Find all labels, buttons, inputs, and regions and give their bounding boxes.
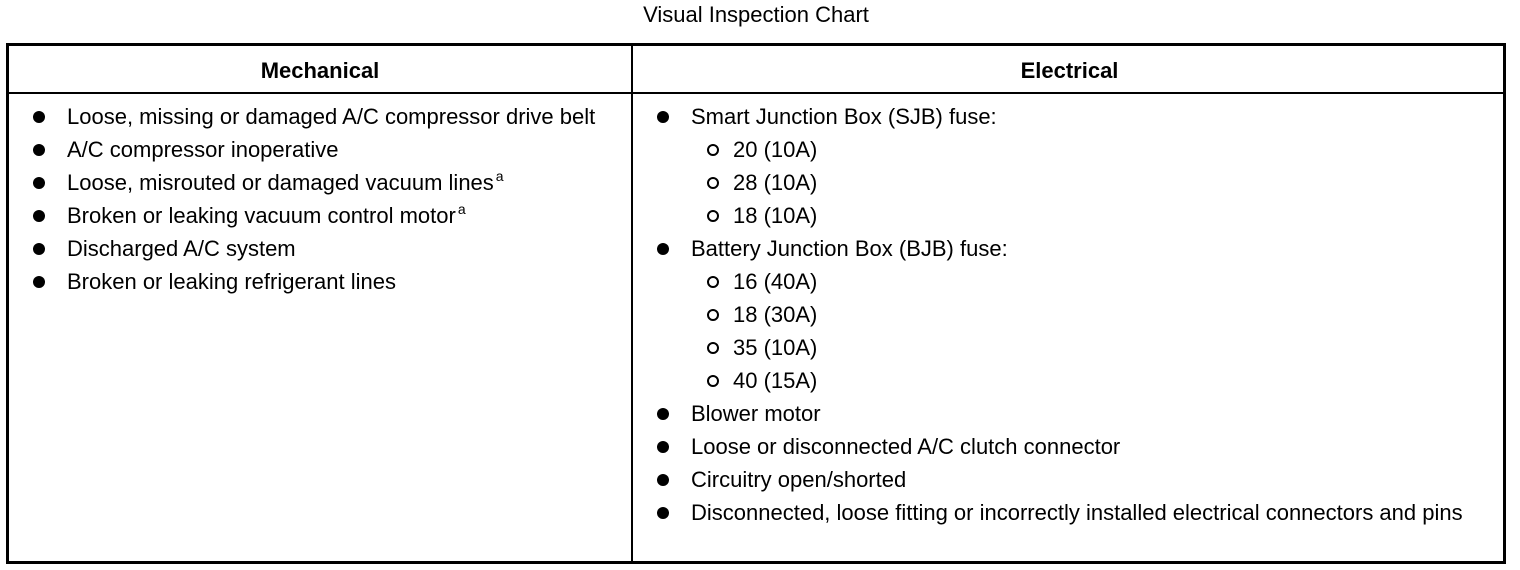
bullet-icon xyxy=(33,144,45,156)
electrical-subitem-text: 18 (10A) xyxy=(733,203,818,228)
electrical-item xyxy=(653,234,1483,396)
mechanical-item xyxy=(29,102,629,132)
bullet-icon xyxy=(33,210,45,222)
mechanical-list xyxy=(29,102,629,297)
electrical-subitem-text: 18 (30A) xyxy=(733,302,818,327)
electrical-item-text: Disconnected, loose fitting or incorrectly installed electrical connectors and pins xyxy=(691,500,1463,525)
mechanical-item xyxy=(29,201,629,231)
mechanical-header: Mechanical xyxy=(260,58,380,83)
ring-bullet-icon xyxy=(707,210,719,222)
electrical-list xyxy=(653,102,1483,528)
mechanical-column xyxy=(29,102,629,300)
electrical-item-text: Smart Junction Box (SJB) fuse: xyxy=(691,104,997,129)
mechanical-item-text: Loose, missing or damaged A/C compressor drive belt xyxy=(67,104,596,129)
bullet-icon xyxy=(33,276,45,288)
electrical-subitem xyxy=(705,366,1483,396)
electrical-subitem-text: 16 (40A) xyxy=(733,269,818,294)
electrical-subitem xyxy=(705,135,1483,165)
header-rule xyxy=(9,92,1503,94)
footnote-marker: a xyxy=(457,201,466,217)
electrical-item-text: Loose or disconnected A/C clutch connector xyxy=(691,434,1121,459)
bullet-icon xyxy=(657,408,669,420)
electrical-item xyxy=(653,465,1483,495)
bullet-icon xyxy=(33,111,45,123)
ring-bullet-icon xyxy=(707,342,719,354)
ring-bullet-icon xyxy=(707,144,719,156)
mechanical-item-text: Broken or leaking refrigerant lines xyxy=(67,269,396,294)
bullet-icon xyxy=(33,177,45,189)
electrical-item xyxy=(653,498,1483,528)
electrical-subitem-text: 35 (10A) xyxy=(733,335,818,360)
electrical-subitem xyxy=(705,333,1483,363)
electrical-item-text: Blower motor xyxy=(691,401,821,426)
bullet-icon xyxy=(657,474,669,486)
mechanical-item-text: Loose, misrouted or damaged vacuum lines xyxy=(67,170,494,195)
electrical-sublist xyxy=(691,135,1483,231)
chart-title: Visual Inspection Chart xyxy=(643,2,869,27)
column-divider xyxy=(631,46,633,561)
inspection-table xyxy=(6,43,1506,564)
footnote-marker: a xyxy=(495,168,504,184)
electrical-item xyxy=(653,399,1483,429)
electrical-subitem xyxy=(705,168,1483,198)
mechanical-item xyxy=(29,267,629,297)
bullet-icon xyxy=(657,111,669,123)
electrical-subitem-text: 28 (10A) xyxy=(733,170,818,195)
electrical-column xyxy=(653,102,1483,531)
electrical-subitem xyxy=(705,201,1483,231)
ring-bullet-icon xyxy=(707,309,719,321)
ring-bullet-icon xyxy=(707,177,719,189)
electrical-subitem-text: 40 (15A) xyxy=(733,368,818,393)
electrical-sublist xyxy=(691,267,1483,396)
electrical-subitem-text: 20 (10A) xyxy=(733,137,818,162)
mechanical-item-text: Discharged A/C system xyxy=(67,236,296,261)
bullet-icon xyxy=(657,243,669,255)
electrical-item-text: Battery Junction Box (BJB) fuse: xyxy=(691,236,1008,261)
mechanical-item-text: A/C compressor inoperative xyxy=(67,137,339,162)
electrical-subitem xyxy=(705,300,1483,330)
electrical-item xyxy=(653,432,1483,462)
ring-bullet-icon xyxy=(707,375,719,387)
bullet-icon xyxy=(657,507,669,519)
electrical-item-text: Circuitry open/shorted xyxy=(691,467,907,492)
mechanical-item xyxy=(29,234,629,264)
mechanical-item-text: Broken or leaking vacuum control motor xyxy=(67,203,456,228)
bullet-icon xyxy=(657,441,669,453)
mechanical-item xyxy=(29,168,629,198)
mechanical-item xyxy=(29,135,629,165)
electrical-subitem xyxy=(705,267,1483,297)
ring-bullet-icon xyxy=(707,276,719,288)
bullet-icon xyxy=(33,243,45,255)
electrical-header: Electrical xyxy=(1020,58,1119,83)
electrical-item xyxy=(653,102,1483,231)
